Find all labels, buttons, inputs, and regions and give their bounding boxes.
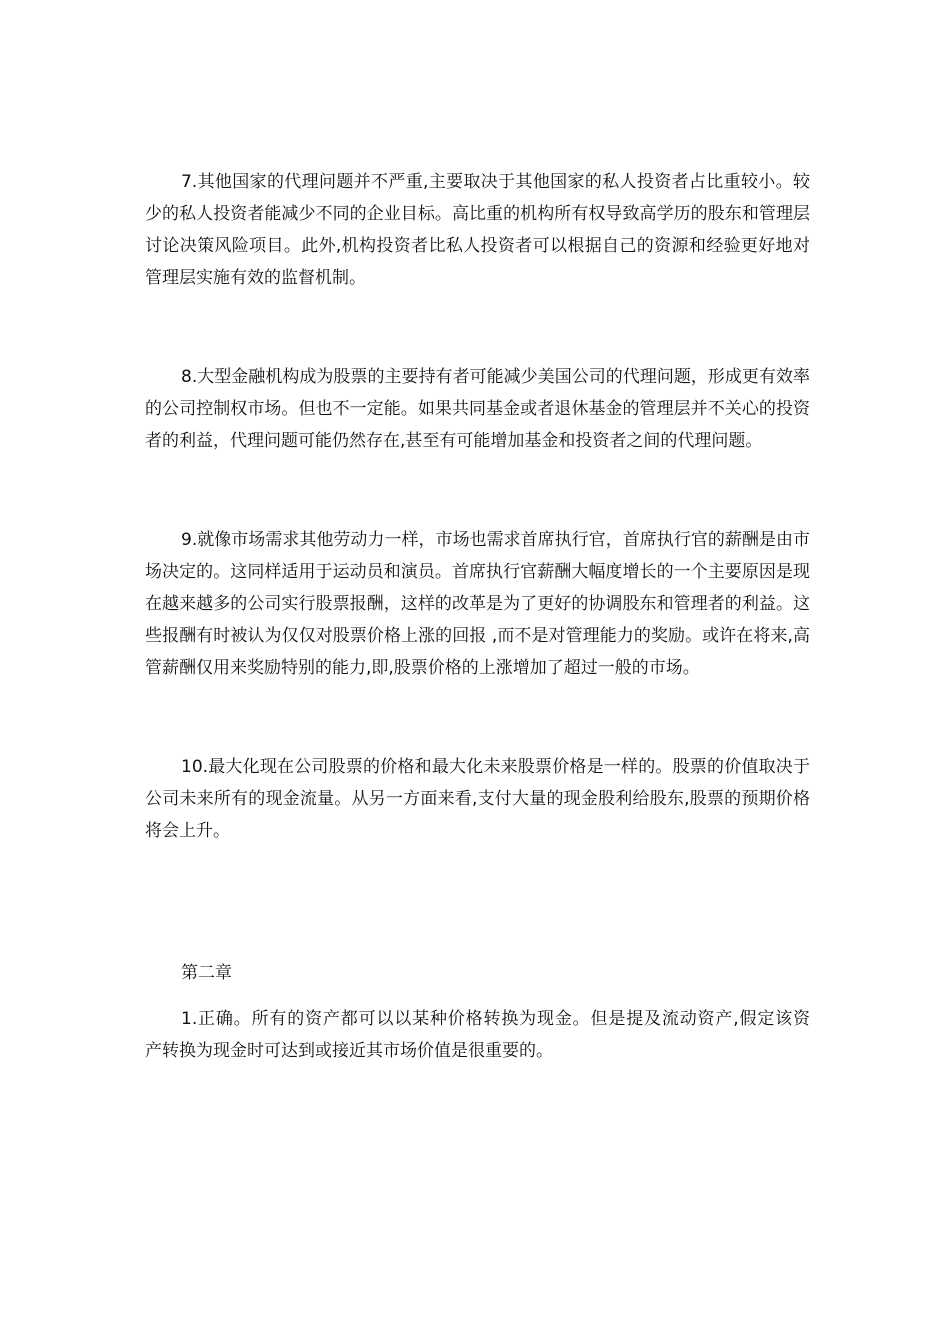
paragraph-7: 7.其他国家的代理问题并不严重,主要取决于其他国家的私人投资者占比重较小。较少的私人投资者能减少不同的企业目标。高比重的机构所有权导致高学历的股东和管理层讨论决策风险项目。此外,机构投资者比私人投资者可以根据自己的资源和经验更好地对管理层实施有效的监督机制。 bbox=[145, 172, 810, 288]
paragraph-10: 10.最大化现在公司股票的价格和最大化未来股票价格是一样的。股票的价值取决于公司未来所有的现金流量。从另一方面来看,支付大量的现金股利给股东,股票的预期价格将会上升。 bbox=[145, 757, 810, 841]
paragraph-8: 8.大型金融机构成为股票的主要持有者可能减少美国公司的代理问题，形成更有效率的公司控制权市场。但也不一定能。如果共同基金或者退休基金的管理层并不关心的投资者的利益，代理问题可能仍然存在,甚至有可能增加基金和投资者之间的代理问题。 bbox=[145, 367, 810, 451]
chapter-heading: 第二章 bbox=[181, 963, 232, 983]
document-page bbox=[145, 160, 827, 1067]
chapter2-paragraph-1: 1.正确。所有的资产都可以以某种价格转换为现金。但是提及流动资产,假定该资 产转换为现金时可达到或接近其市场价值是很重要的。 bbox=[145, 1009, 827, 1061]
paragraph-9: 9.就像市场需求其他劳动力一样，市场也需求首席执行官，首席执行官的薪酬是由市场决定的。这同样适用于运动员和演员。首席执行官薪酬大幅度增长的一个主要原因是现在越来越多的公司实行股票报酬，这样的改革是为了更好的协调股东和管理者的利益。这些报酬有时被认为仅仅对股票价格上涨的回报 ,而不是对管理能力的奖励。或许在将来,高管薪酬仅用来奖励特别的能力,即,股票价格的上涨增加了超过一般的市场。 bbox=[145, 530, 810, 678]
